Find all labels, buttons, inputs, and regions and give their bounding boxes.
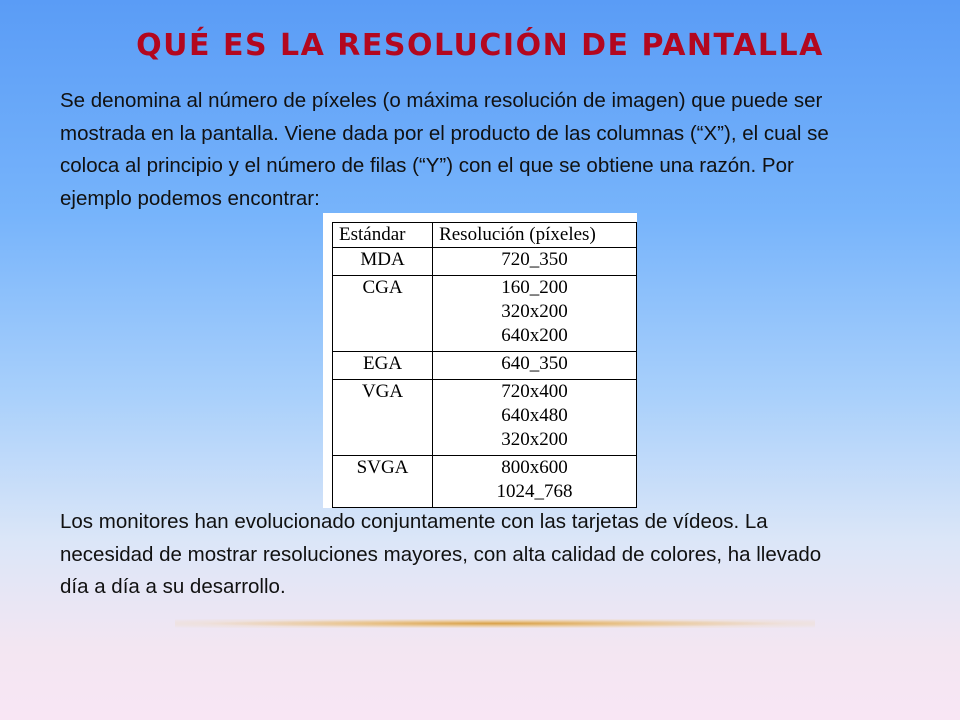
resolution-value: 640x200 xyxy=(501,325,568,346)
resolution-cell xyxy=(433,276,637,352)
resolution-cell xyxy=(433,352,637,380)
table-header-row xyxy=(333,223,637,248)
outro-paragraph xyxy=(60,506,900,604)
header-resolution: Resolución (píxeles) xyxy=(433,223,637,248)
outro-line: día a día a su desarrollo. xyxy=(60,575,286,598)
intro-line: Se denomina al número de píxeles (o máxima resolución de imagen) que puede ser xyxy=(60,89,823,112)
intro-paragraph xyxy=(60,85,900,215)
resolution-cell xyxy=(433,456,637,508)
slide-title: QUÉ ES LA RESOLUCIÓN DE PANTALLA xyxy=(136,28,824,63)
resolution-value: 160_200 xyxy=(501,277,568,298)
resolution-value: 320x200 xyxy=(501,429,568,450)
table-row xyxy=(333,352,637,380)
table-row xyxy=(333,380,637,456)
resolution-table xyxy=(332,222,637,508)
resolution-value: 320x200 xyxy=(501,301,568,322)
header-standard: Estándar xyxy=(333,223,433,248)
resolution-value: 640x480 xyxy=(501,405,568,426)
outro-line: necesidad de mostrar resoluciones mayores, con alta calidad de colores, ha llevado xyxy=(60,542,822,566)
decorative-divider xyxy=(175,619,815,628)
resolution-value: 640_350 xyxy=(501,353,568,374)
table-row xyxy=(333,276,637,352)
resolution-cell xyxy=(433,380,637,456)
resolution-cell xyxy=(433,248,637,276)
intro-line: ejemplo podemos encontrar: xyxy=(60,186,320,210)
resolution-value: 720_350 xyxy=(501,249,568,270)
resolution-value: 800x600 xyxy=(501,457,568,478)
resolution-table-image xyxy=(323,213,637,508)
intro-line: mostrada en la pantalla. Viene dada por el producto de las columnas (“X”), el cual se xyxy=(60,121,829,145)
table-row xyxy=(333,248,637,276)
standard-cell: SVGA xyxy=(333,456,433,508)
standard-cell: MDA xyxy=(333,248,433,276)
standard-cell: VGA xyxy=(333,380,433,456)
table-row xyxy=(333,456,637,508)
standard-cell: EGA xyxy=(333,352,433,380)
standard-cell: CGA xyxy=(333,276,433,352)
outro-line: Los monitores han evolucionado conjuntamente con las tarjetas de vídeos. La xyxy=(60,510,768,533)
resolution-value: 720x400 xyxy=(501,381,568,402)
intro-line: coloca al principio y el número de filas (“Y”) con el que se obtiene una razón. Por xyxy=(60,154,794,177)
resolution-value: 1024_768 xyxy=(496,481,573,502)
